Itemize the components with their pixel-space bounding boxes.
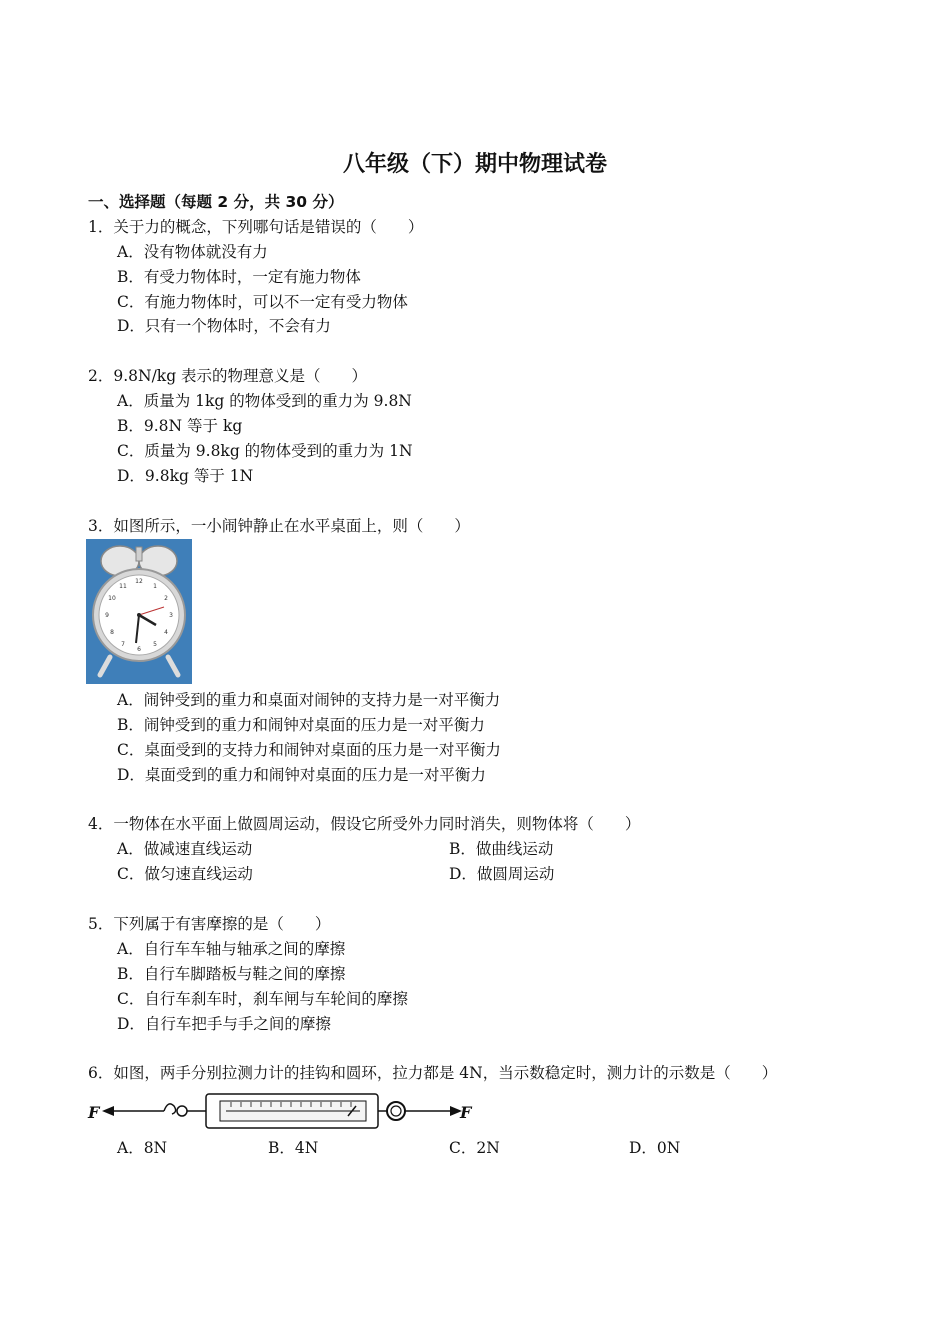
spring-scale-image	[86, 1088, 476, 1136]
question-stem: 1．关于力的概念，下列哪句话是错误的（ ）	[88, 218, 424, 236]
option-a: A．没有物体就没有力	[117, 243, 268, 261]
page-title: 八年级（下）期中物理试卷	[342, 152, 607, 177]
clock-num-12: 12	[135, 578, 143, 585]
clock-num-2: 2	[164, 595, 168, 602]
alarm-clock-drawing	[86, 539, 192, 684]
option-c: C．做匀速直线运动	[117, 865, 253, 883]
clock-num-10: 10	[108, 595, 116, 602]
option-b: B．做曲线运动	[449, 840, 554, 858]
clock-num-6: 6	[137, 646, 141, 653]
option-b: B．9.8N 等于 kg	[117, 417, 243, 435]
question-stem: 5．下列属于有害摩擦的是（ ）	[88, 915, 331, 933]
option-b: B．4N	[268, 1139, 319, 1157]
clock-num-9: 9	[105, 612, 109, 619]
option-c: C．有施力物体时，可以不一定有受力物体	[117, 293, 408, 311]
option-a: A．闹钟受到的重力和桌面对闹钟的支持力是一对平衡力	[117, 691, 501, 709]
clock-num-3: 3	[169, 612, 173, 619]
section-heading: 一、选择题（每题 2 分，共 30 分）	[88, 193, 344, 211]
force-label-right: F	[460, 1103, 472, 1122]
option-d: D．只有一个物体时，不会有力	[117, 317, 331, 335]
option-c: C．2N	[449, 1139, 500, 1157]
clock-num-11: 11	[119, 583, 127, 590]
option-d: D．0N	[629, 1139, 681, 1157]
option-d: D．桌面受到的重力和闹钟对桌面的压力是一对平衡力	[117, 766, 486, 784]
clock-num-8: 8	[110, 629, 114, 636]
force-label-left: F	[88, 1103, 100, 1122]
option-a: A．质量为 1kg 的物体受到的重力为 9.8N	[117, 392, 412, 410]
option-a: A．8N	[117, 1139, 168, 1157]
option-d: D．9.8kg 等于 1N	[117, 467, 254, 485]
option-d: D．自行车把手与手之间的摩擦	[117, 1015, 331, 1033]
spring-scale-drawing	[86, 1088, 476, 1136]
option-d: D．做圆周运动	[449, 865, 555, 883]
clock-num-7: 7	[121, 641, 125, 648]
option-b: B．自行车脚踏板与鞋之间的摩擦	[117, 965, 346, 983]
option-b: B．闹钟受到的重力和闹钟对桌面的压力是一对平衡力	[117, 716, 485, 734]
option-c: C．桌面受到的支持力和闹钟对桌面的压力是一对平衡力	[117, 741, 501, 759]
alarm-clock-image	[86, 539, 192, 684]
clock-num-5: 5	[153, 641, 157, 648]
question-stem: 6．如图，两手分别拉测力计的挂钩和圆环，拉力都是 4N，当示数稳定时，测力计的示数是（ ）	[88, 1064, 778, 1082]
clock-num-1: 1	[153, 583, 157, 590]
option-a: A．做减速直线运动	[117, 840, 253, 858]
option-a: A．自行车车轴与轴承之间的摩擦	[117, 940, 346, 958]
question-stem: 3．如图所示，一小闹钟静止在水平桌面上，则（ ）	[88, 517, 470, 535]
option-c: C．质量为 9.8kg 的物体受到的重力为 1N	[117, 442, 413, 460]
clock-num-4: 4	[164, 629, 168, 636]
option-b: B．有受力物体时，一定有施力物体	[117, 268, 361, 286]
option-c: C．自行车刹车时，刹车闸与车轮间的摩擦	[117, 990, 408, 1008]
question-stem: 4．一物体在水平面上做圆周运动，假设它所受外力同时消失，则物体将（ ）	[88, 815, 641, 833]
question-stem: 2．9.8N/kg 表示的物理意义是（ ）	[88, 367, 368, 385]
